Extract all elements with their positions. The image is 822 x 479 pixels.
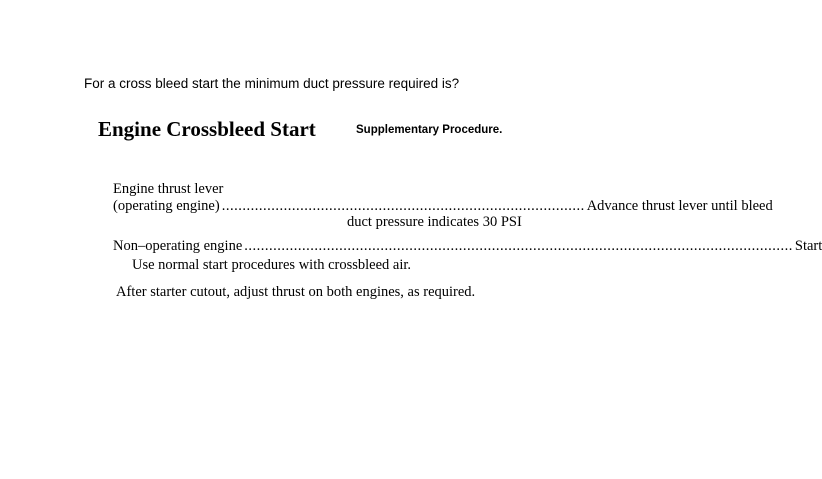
item2-note: Use normal start procedures with crossbleed air. bbox=[132, 257, 412, 273]
item1-row bbox=[113, 198, 773, 215]
item3-text: After starter cutout, adjust thrust on both engines, as required. bbox=[116, 284, 476, 300]
item2-action: Start bbox=[794, 238, 822, 254]
procedure-tag: Supplementary Procedure. bbox=[356, 124, 503, 136]
item2-label: Non–operating engine bbox=[113, 238, 243, 254]
item2-leader-dots: ..................................................................................................................................... bbox=[244, 238, 793, 254]
procedure-title: Engine Crossbleed Start bbox=[98, 117, 316, 141]
item1-label-line1: Engine thrust lever bbox=[113, 181, 224, 197]
item1-action-line1: Advance thrust lever until bleed bbox=[586, 198, 773, 214]
item1-leader-dots: ........................................................................................ bbox=[221, 198, 585, 214]
item1-action-line2: duct pressure indicates 30 PSI bbox=[347, 214, 522, 230]
item1-label-line2: (operating engine) bbox=[113, 198, 220, 214]
question-text: For a cross bleed start the minimum duct pressure required is? bbox=[84, 76, 460, 91]
item2-row bbox=[113, 238, 822, 255]
